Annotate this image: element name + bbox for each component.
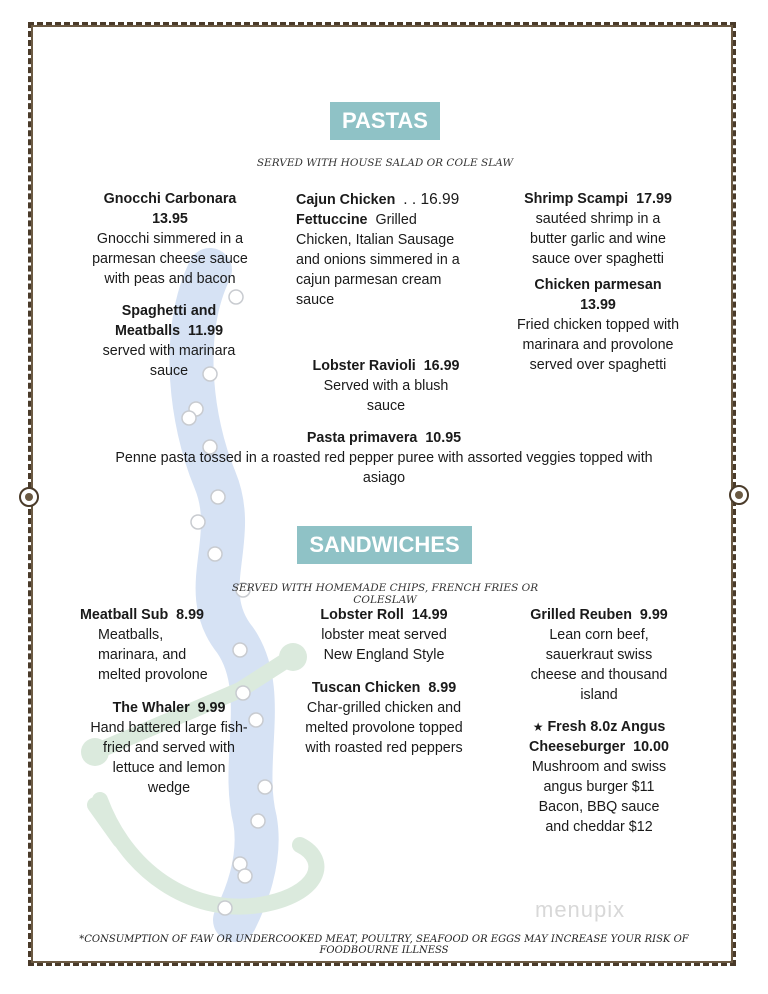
menu-item	[82, 189, 258, 289]
watermark: menupix	[535, 897, 626, 922]
sandwiches-note: SERVED WITH HOMEMADE CHIPS, FRENCH FRIES OR COLESLAW	[231, 582, 539, 606]
item-price: 9.99	[197, 700, 226, 716]
menu-item	[512, 717, 686, 837]
star-icon: ★	[532, 720, 544, 734]
item-name: Cajun Chicken	[296, 192, 396, 208]
item-name: Meatball Sub	[80, 607, 169, 623]
item-name: Tuscan Chicken	[311, 680, 421, 696]
item-price: 16.99	[423, 358, 460, 374]
menu-item	[512, 189, 684, 269]
item-desc: Fried chicken topped with marinara and provolone served over spaghetti	[516, 317, 680, 373]
item-name: Spaghetti and Meatballs	[114, 303, 217, 339]
item-name-cont: Fettuccine	[296, 212, 368, 228]
menu-item	[512, 275, 684, 375]
item-desc: Hand battered large fish-fried and served with lettuce and lemon wedge	[90, 720, 248, 796]
item-name: Fresh 8.0z Angus Cheeseburger	[529, 719, 666, 755]
item-name: Shrimp Scampi	[524, 191, 629, 207]
item-price: 10.95	[425, 430, 462, 446]
pastas-banner: PASTAS	[330, 102, 440, 140]
menu-item	[296, 605, 472, 665]
item-desc: sautéed shrimp in a butter garlic and wine sauce over spaghetti	[530, 211, 666, 267]
menu-item	[512, 605, 686, 705]
item-desc: lobster meat served New England Style	[321, 627, 447, 663]
item-desc: Served with a blush sauce	[323, 378, 449, 414]
item-name: Grilled Reuben	[530, 607, 632, 623]
menu-item	[296, 678, 472, 758]
item-desc: Grilled Chicken, Italian Sausage and onions simmered in a cajun parmesan cream sauce	[296, 212, 460, 308]
item-price: 8.99	[428, 680, 457, 696]
item-price: 11.99	[188, 323, 224, 339]
item-price: 17.99	[636, 191, 672, 207]
pastas-note: SERVED WITH HOUSE SALAD OR COLE SLAW	[256, 157, 514, 169]
item-price: . . 16.99	[403, 191, 460, 208]
item-desc-extra: Bacon, BBQ sauce and cheddar $12	[538, 799, 660, 835]
item-name: Pasta primavera	[306, 430, 418, 446]
item-desc: Meatballs, marinara, and melted provolone	[98, 627, 208, 683]
item-name: Lobster Roll	[320, 607, 404, 623]
item-price: 13.95	[152, 211, 188, 227]
item-price: 14.99	[411, 607, 448, 623]
menu-item	[296, 190, 476, 310]
menu-item	[296, 356, 476, 416]
menu-item	[96, 428, 672, 488]
menu-item	[84, 698, 254, 798]
item-desc: Gnocchi simmered in a parmesan cheese sauce with peas and bacon	[92, 231, 248, 287]
item-desc: Mushroom and swiss angus burger $11	[531, 759, 667, 795]
item-name: The Whaler	[112, 700, 190, 716]
item-price: 13.99	[580, 297, 616, 313]
item-name: Lobster Ravioli	[312, 358, 416, 374]
item-desc: Char-grilled chicken and melted provolone topped with roasted red peppers	[305, 700, 463, 756]
item-price: 9.99	[639, 607, 668, 623]
item-price: 8.99	[176, 607, 204, 623]
item-price: 10.00	[633, 739, 669, 755]
item-desc: Penne pasta tossed in a roasted red pepper puree with assorted veggies topped with asiago	[115, 450, 653, 486]
menu-item	[74, 605, 248, 685]
item-name: Gnocchi Carbonara	[103, 191, 237, 207]
menu-item	[86, 301, 252, 381]
sandwiches-banner: SANDWICHES	[297, 526, 472, 564]
item-desc: Lean corn beef, sauerkraut swiss cheese and thousand island	[530, 627, 668, 703]
footer-disclaimer: *CONSUMPTION OF FAW OR UNDERCOOKED MEAT, POULTRY, SEAFOOD OR EGGS MAY INCREASE YOUR RISK OF FOODBOURNE ILLNESS	[79, 934, 689, 956]
item-name: Chicken parmesan	[534, 277, 662, 293]
item-desc: served with marinara sauce	[102, 343, 236, 379]
